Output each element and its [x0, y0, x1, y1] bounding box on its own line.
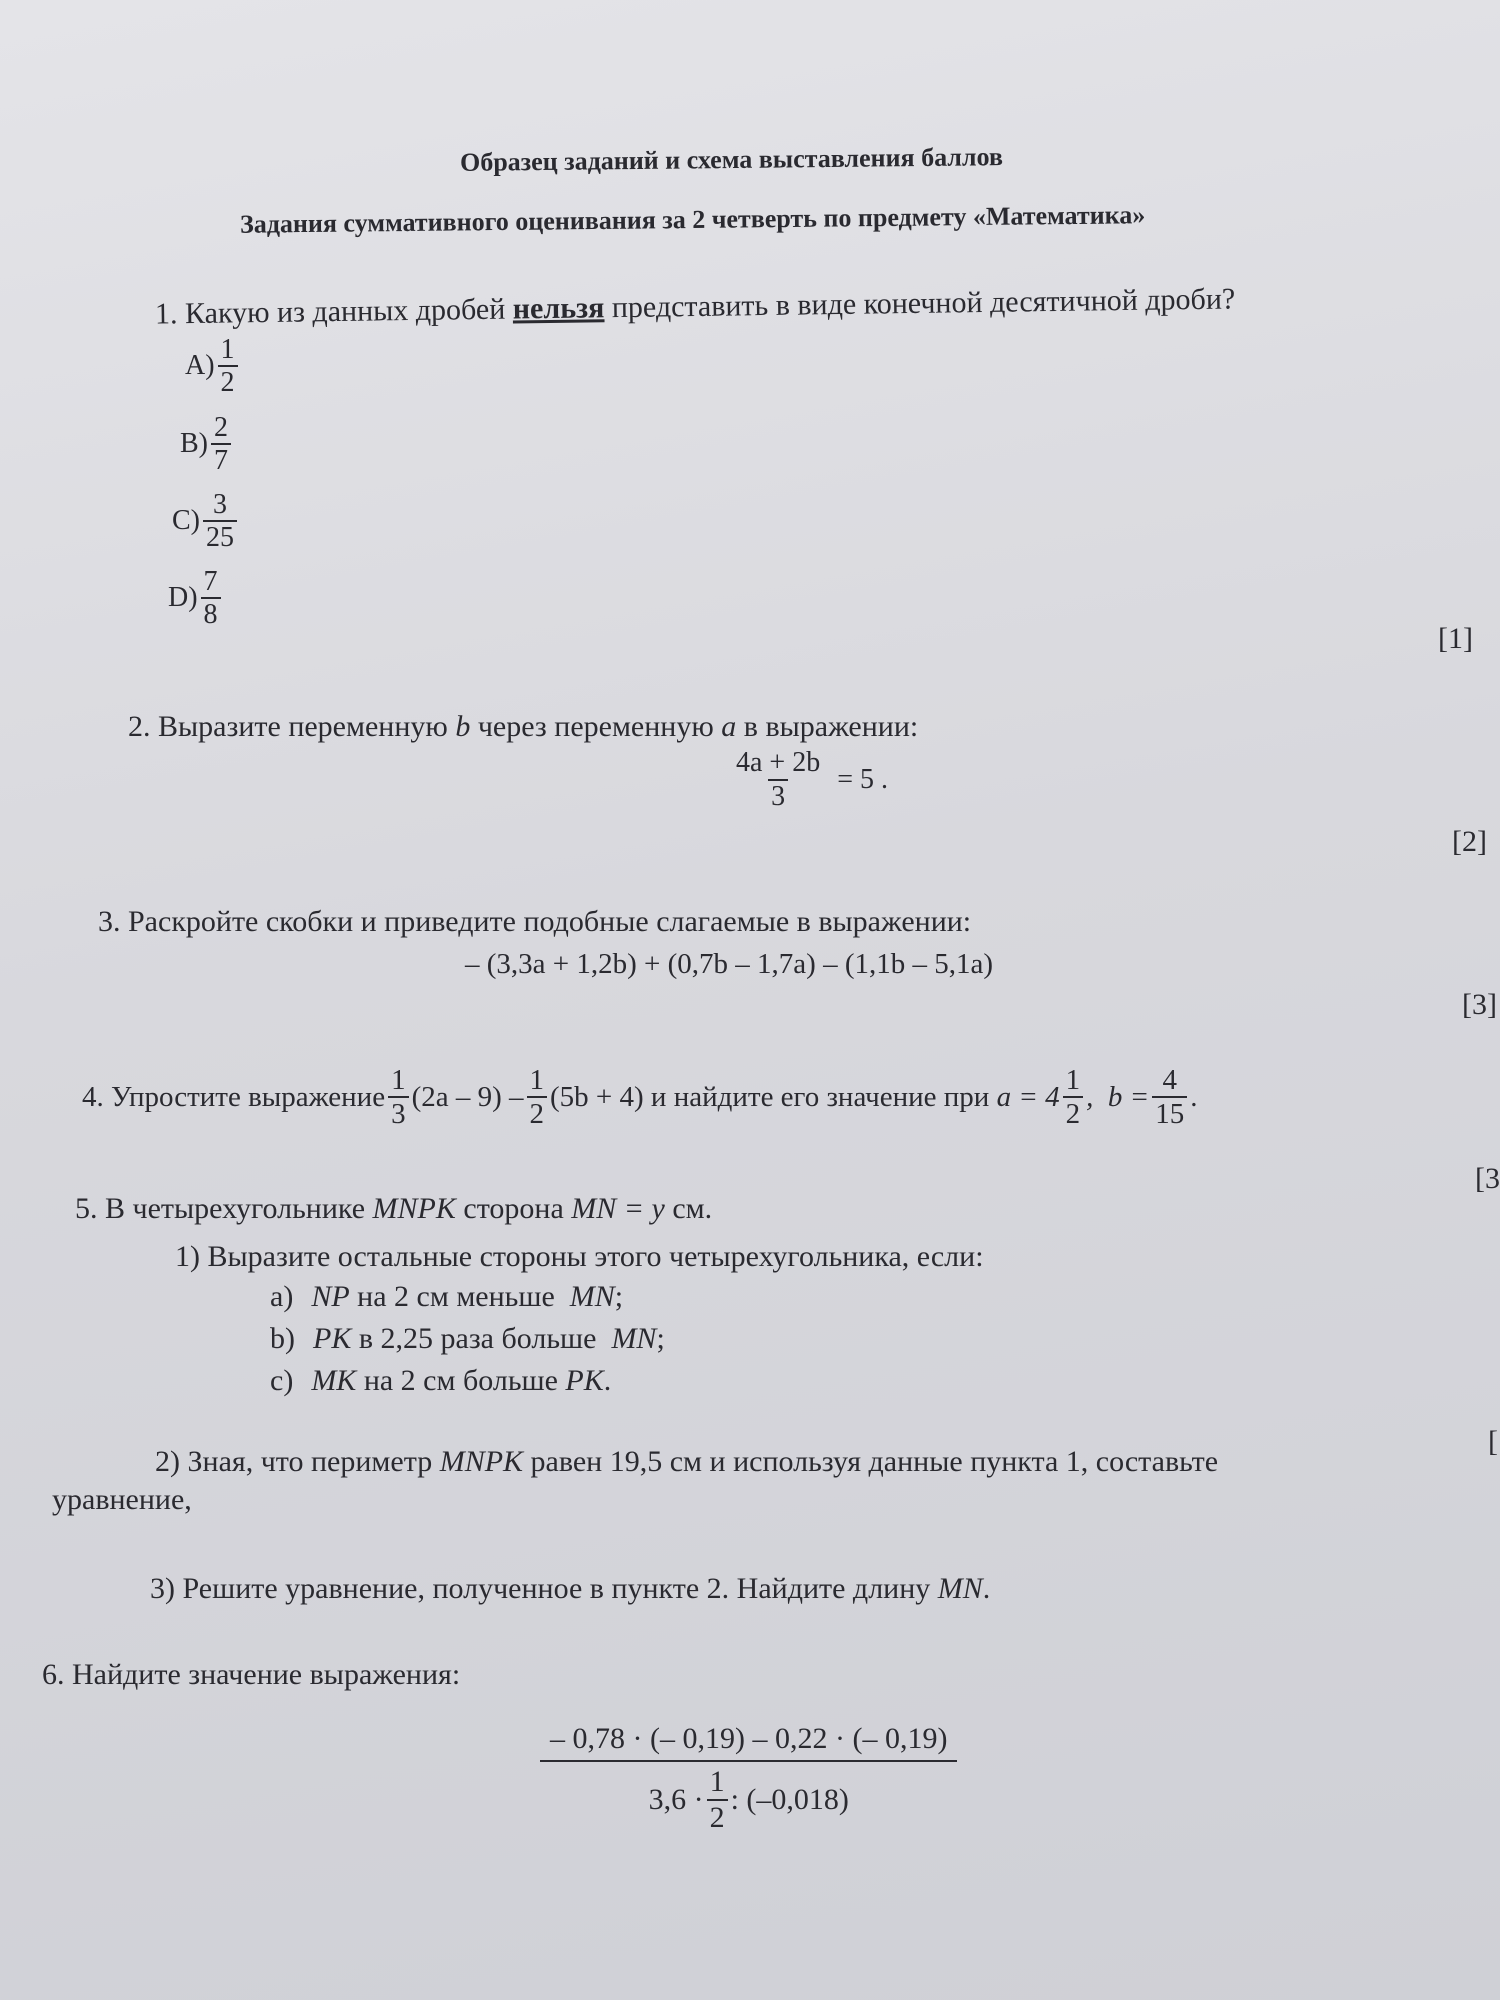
q6-den-b: : (–0,018) — [730, 1782, 849, 1816]
q5-sub3-a: 3) Решите уравнение, полученное в пункте 2. Найдите длину — [150, 1572, 938, 1605]
q6-fraction — [540, 1722, 957, 1833]
q5-item-a — [270, 1280, 623, 1314]
fraction-numerator: 1 — [391, 1064, 406, 1096]
q5-mark: [ — [1488, 1425, 1498, 1458]
item-var-1: NP — [311, 1280, 350, 1313]
q1-option-d — [168, 567, 224, 630]
q4-part-2: (5b + 4) и найдите его значение при — [550, 1080, 997, 1113]
option-label: C) — [172, 505, 200, 537]
q3-expression: – (3,3a + 1,2b) + (0,7b – 1,7a) – (1,1b – 5,1a) — [465, 948, 994, 980]
question-3-text: 3. Раскройте скобки и приведите подобные слагаемые в выражении: — [98, 905, 972, 938]
q4-mark: [3 — [1475, 1162, 1500, 1195]
item-end: ; — [614, 1280, 624, 1313]
q5-sub-3 — [150, 1572, 990, 1606]
fraction-numerator: 4 — [1162, 1064, 1177, 1096]
q1-option-a — [185, 335, 241, 398]
fraction-numerator: 2 — [214, 412, 228, 443]
item-var-2: MN — [611, 1322, 657, 1355]
q2-text-a: 2. Выразите переменную — [128, 710, 456, 743]
q4-b-value: , b = — [1086, 1080, 1150, 1113]
item-end: ; — [656, 1322, 665, 1355]
fraction-denominator: 2 — [218, 365, 238, 397]
fraction-denominator: 15 — [1152, 1096, 1187, 1129]
q2-var-a: a — [721, 710, 737, 743]
option-fraction — [211, 413, 231, 476]
item-var-1: MK — [311, 1364, 357, 1397]
fraction-denominator: 25 — [203, 520, 237, 552]
q1-option-b — [180, 413, 234, 476]
fraction-denominator: 2 — [527, 1096, 548, 1129]
q5-item-b — [270, 1322, 665, 1356]
q4-part-1: (2a – 9) – — [411, 1080, 524, 1113]
item-var-2: MN — [569, 1280, 615, 1313]
q6-numerator: – 0,78 · (– 0,19) – 0,22 · (– 0,19) — [550, 1722, 948, 1755]
q5-sub2-a: 2) Зная, что периметр — [155, 1445, 440, 1478]
q2-equation — [725, 748, 888, 812]
q5-intro-b: сторона — [455, 1192, 572, 1225]
q4-text: 4. Упростите выражение — [82, 1080, 386, 1113]
option-fraction — [203, 490, 237, 553]
item-label: b) — [270, 1322, 295, 1355]
item-label: a) — [270, 1280, 294, 1313]
q2-fraction — [728, 748, 828, 812]
q5-sub-1: 1) Выразите остальные стороны этого четырехугольника, если: — [175, 1240, 984, 1273]
q5-intro-a: 5. В четырехугольнике — [75, 1192, 373, 1225]
item-var-1: PK — [313, 1322, 352, 1355]
q5-mn: MN = y — [571, 1192, 665, 1225]
q5-sub2-b: равен 19,5 см и используя данные пункта 1, составьте — [523, 1445, 1219, 1478]
q3-mark: [3] — [1462, 988, 1497, 1021]
q5-sub-2 — [155, 1445, 1218, 1479]
fraction-denominator: 2 — [707, 1799, 728, 1834]
fraction-numerator: 4a + 2b — [736, 747, 821, 778]
q2-rhs: = 5 . — [837, 763, 889, 795]
q5-item-c — [270, 1364, 611, 1398]
q2-var-b: b — [455, 710, 471, 743]
q4-end: . — [1190, 1080, 1198, 1113]
fraction-numerator: 1 — [529, 1064, 545, 1096]
document-title: Образец заданий и схема выставления баллов — [459, 142, 1004, 177]
option-label: A) — [185, 350, 215, 382]
q2-text-b: через переменную — [470, 710, 722, 743]
q4-fraction-1 — [388, 1065, 409, 1130]
q6-denominator — [540, 1760, 957, 1833]
question-6-text: 6. Найдите значение выражения: — [42, 1658, 461, 1691]
q4-fraction-3 — [1063, 1065, 1084, 1130]
q4-a-value: a = 4 — [996, 1080, 1060, 1113]
fraction-numerator: 1 — [220, 334, 235, 365]
q4-fraction-2 — [527, 1065, 548, 1130]
q5-sub-2-cont: уравнение, — [52, 1483, 192, 1516]
fraction-denominator: 2 — [1063, 1096, 1084, 1129]
q6-den-a: 3,6 · — [648, 1782, 704, 1816]
q2-mark: [2] — [1452, 825, 1487, 858]
option-label: D) — [168, 582, 198, 614]
q2-text-c: в выражении: — [736, 710, 919, 743]
fraction-denominator: 3 — [768, 779, 788, 811]
question-4-text — [82, 1065, 1197, 1130]
item-var-2: PK — [565, 1364, 604, 1397]
q6-den-fraction — [707, 1766, 728, 1833]
fraction-numerator: 1 — [709, 1765, 725, 1798]
fraction-denominator: 8 — [201, 597, 221, 629]
option-fraction — [201, 567, 221, 630]
item-end: . — [603, 1364, 612, 1397]
q1-mark: [1] — [1438, 622, 1473, 655]
q5-mnpk: MNPK — [372, 1192, 456, 1225]
fraction-numerator: 3 — [213, 489, 227, 520]
option-fraction — [218, 335, 238, 398]
q5-sub2-var: MNPK — [439, 1445, 524, 1478]
item-text: на 2 см больше — [356, 1364, 566, 1397]
fraction-denominator: 3 — [388, 1096, 409, 1129]
item-label: c) — [270, 1364, 294, 1397]
q1-text-end: представить в виде конечной десятичной дроби? — [604, 282, 1236, 325]
question-1-text — [155, 282, 1236, 331]
q6-expression — [540, 1722, 957, 1833]
question-5-intro — [75, 1192, 712, 1226]
q5-intro-c: см. — [664, 1192, 713, 1225]
item-text: на 2 см меньше — [349, 1280, 570, 1313]
q1-option-c — [172, 490, 240, 553]
fraction-numerator: 7 — [203, 566, 218, 597]
q1-text-start: 1. Какую из данных дробей — [154, 292, 513, 331]
question-2-text — [128, 710, 918, 744]
q4-fraction-4 — [1152, 1065, 1187, 1130]
q1-emphasis: нельзя — [512, 291, 605, 326]
fraction-denominator: 7 — [211, 443, 231, 475]
q5-sub3-end: . — [982, 1572, 991, 1605]
option-label: B) — [180, 428, 208, 460]
fraction-numerator: 1 — [1065, 1064, 1081, 1096]
q5-sub3-var: MN — [937, 1572, 983, 1605]
document-subtitle: Задания суммативного оценивания за 2 четверть по предмету «Математика» — [239, 200, 1146, 239]
item-text: в 2,25 раза больше — [351, 1322, 612, 1355]
